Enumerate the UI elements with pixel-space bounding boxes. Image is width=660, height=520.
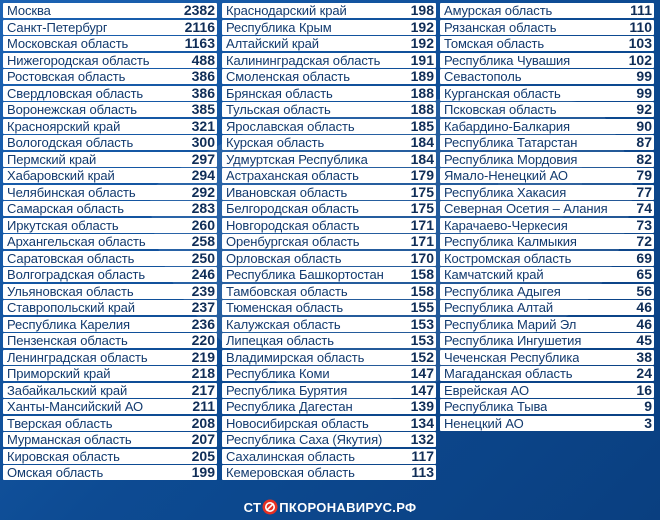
region-name: Вологодская область [7, 135, 134, 150]
region-row [440, 267, 654, 282]
region-name: Архангельская область [7, 234, 146, 249]
region-row [3, 3, 217, 18]
region-row [440, 399, 654, 414]
region-row [222, 185, 436, 200]
region-row [3, 36, 217, 51]
region-name: Республика Алтай [444, 300, 553, 315]
region-row [222, 416, 436, 431]
region-name: Курганская область [444, 85, 561, 101]
region-name: Республика Карелия [7, 316, 130, 332]
region-cases: 237 [191, 299, 215, 315]
region-name: Республика Мордовия [444, 151, 578, 167]
region-cases: 179 [410, 167, 434, 183]
region-row [3, 168, 217, 183]
region-cases: 158 [410, 266, 434, 282]
region-cases: 72 [636, 233, 652, 249]
region-cases: 260 [191, 216, 215, 233]
region-row [222, 86, 436, 101]
region-name: Республика Хакасия [444, 184, 567, 200]
region-row [222, 317, 436, 332]
region-row [3, 432, 217, 447]
region-name: Московская область [7, 36, 129, 51]
region-cases: 153 [410, 315, 434, 332]
region-row [440, 300, 654, 315]
region-name: Магаданская область [444, 366, 573, 381]
region-row [222, 3, 436, 18]
region-row [222, 350, 436, 365]
region-name: Кемеровская область [226, 465, 355, 480]
region-row [440, 102, 654, 117]
region-name: Забайкальский край [7, 382, 128, 398]
region-cases: 184 [410, 134, 434, 150]
region-row [222, 119, 436, 134]
region-name: Брянская область [226, 85, 333, 101]
region-cases: 205 [191, 447, 215, 464]
region-name: Владимирская область [226, 349, 365, 365]
region-name: Томская область [444, 36, 545, 51]
region-cases: 217 [191, 381, 215, 398]
region-cases: 73 [636, 216, 652, 233]
region-row [440, 201, 654, 216]
region-cases: 191 [410, 51, 434, 68]
region-name: Хабаровский край [7, 168, 115, 183]
region-name: Республика Марий Эл [444, 316, 577, 332]
region-name: Мурманская область [7, 432, 132, 447]
footer [0, 494, 660, 520]
region-name: Республика Чувашия [444, 52, 571, 68]
region-row [440, 218, 654, 233]
region-name: Самарская область [7, 201, 124, 216]
region-cases: 171 [410, 216, 434, 233]
region-name: Республика Калмыкия [444, 234, 577, 249]
region-row [3, 300, 217, 315]
region-name: Северная Осетия – Алания [444, 201, 608, 216]
region-cases: 134 [410, 414, 434, 431]
region-row [222, 449, 436, 464]
region-cases: 208 [191, 414, 215, 431]
region-cases: 103 [628, 35, 652, 51]
region-name: Приморский край [7, 366, 111, 381]
region-cases: 189 [410, 68, 434, 84]
region-name: Республика Дагестан [226, 399, 353, 414]
region-row [440, 86, 654, 101]
region-cases: 65 [636, 266, 652, 282]
region-name: Удмуртская Республика [226, 151, 368, 167]
region-row [222, 102, 436, 117]
region-name: Калининградская область [226, 52, 381, 68]
region-row [222, 300, 436, 315]
region-name: Республика Саха (Якутия) [226, 432, 383, 447]
region-row [3, 333, 217, 348]
region-cases: 283 [191, 200, 215, 216]
region-cases: 246 [191, 266, 215, 282]
region-name: Ямало-Ненецкий АО [444, 168, 568, 183]
region-row [440, 119, 654, 134]
region-name: Нижегородская область [7, 52, 150, 68]
region-row [440, 317, 654, 332]
region-row [3, 465, 217, 480]
region-cases: 82 [636, 150, 652, 167]
region-row [440, 53, 654, 68]
region-row [222, 20, 436, 35]
region-name: Костромская область [444, 250, 572, 266]
region-cases: 46 [636, 315, 652, 332]
region-row [222, 201, 436, 216]
region-name: Республика Тыва [444, 399, 548, 414]
region-name: Новгородская область [226, 217, 360, 233]
region-name: Санкт-Петербург [7, 19, 108, 35]
region-cases: 87 [636, 134, 652, 150]
region-row [440, 20, 654, 35]
region-row [440, 185, 654, 200]
region-cases: 38 [636, 348, 652, 365]
region-name: Еврейская АО [444, 382, 529, 398]
region-row [222, 333, 436, 348]
region-cases: 188 [410, 84, 434, 101]
region-row [440, 383, 654, 398]
region-cases: 2382 [183, 2, 215, 18]
region-row [440, 3, 654, 18]
region-row [222, 218, 436, 233]
region-name: Ставропольский край [7, 300, 135, 315]
region-cases: 99 [636, 84, 652, 101]
region-row [3, 399, 217, 414]
region-row [222, 366, 436, 381]
region-cases: 2116 [184, 18, 215, 35]
region-row [440, 284, 654, 299]
region-row [222, 399, 436, 414]
region-cases: 139 [410, 398, 434, 414]
region-cases: 239 [191, 282, 215, 299]
region-name: Республика Коми [226, 366, 330, 381]
region-name: Рязанская область [444, 19, 557, 35]
region-cases: 24 [636, 365, 652, 381]
region-row [3, 234, 217, 249]
region-row [222, 465, 436, 480]
region-cases: 102 [628, 51, 652, 68]
region-row [440, 416, 654, 431]
region-row [3, 86, 217, 101]
region-cases: 147 [410, 365, 434, 381]
region-cases: 110 [629, 18, 652, 35]
region-row [222, 432, 436, 447]
region-row [3, 416, 217, 431]
region-cases: 1163 [184, 35, 215, 51]
logo-suffix: ПКОРОНАВИРУС.РФ [279, 499, 417, 515]
region-row [222, 168, 436, 183]
region-cases: 46 [636, 299, 652, 315]
region-name: Липецкая область [226, 333, 334, 348]
region-cases: 488 [191, 51, 215, 68]
region-cases: 198 [410, 2, 434, 18]
region-cases: 74 [636, 200, 652, 216]
region-cases: 175 [410, 200, 434, 216]
regions-table [3, 3, 657, 487]
region-row [3, 201, 217, 216]
region-row [3, 119, 217, 134]
region-row [222, 383, 436, 398]
region-cases: 152 [410, 348, 434, 365]
region-row [440, 36, 654, 51]
region-name: Тульская область [226, 102, 331, 117]
region-row [3, 284, 217, 299]
region-name: Кировская область [7, 448, 120, 464]
region-name: Псковская область [444, 102, 557, 117]
region-name: Алтайский край [226, 36, 319, 51]
region-row [440, 234, 654, 249]
regions-column-1 [3, 3, 217, 482]
stopcoronavirus-logo [244, 499, 417, 515]
region-row [3, 135, 217, 150]
region-name: Республика Татарстан [444, 135, 578, 150]
region-cases: 292 [191, 183, 215, 200]
region-name: Орловская область [226, 250, 342, 266]
region-cases: 236 [191, 315, 215, 332]
region-row [3, 267, 217, 282]
region-name: Республика Ингушетия [444, 333, 582, 348]
region-cases: 153 [410, 332, 434, 348]
region-cases: 175 [410, 183, 434, 200]
region-name: Воронежская область [7, 102, 137, 117]
region-row [3, 185, 217, 200]
region-cases: 113 [411, 464, 434, 480]
region-cases: 192 [410, 35, 434, 51]
region-row [440, 69, 654, 84]
region-row [222, 152, 436, 167]
region-cases: 99 [636, 68, 652, 84]
region-name: Саратовская область [7, 250, 135, 266]
region-cases: 92 [636, 101, 652, 117]
region-name: Курская область [226, 135, 325, 150]
region-cases: 218 [191, 365, 215, 381]
region-cases: 171 [410, 233, 434, 249]
region-cases: 117 [411, 447, 434, 464]
region-name: Республика Башкортостан [226, 267, 384, 282]
region-row [3, 69, 217, 84]
region-cases: 386 [191, 84, 215, 101]
region-cases: 79 [636, 167, 652, 183]
region-name: Ленинградская область [7, 349, 148, 365]
regions-column-3 [440, 3, 654, 432]
region-row [3, 218, 217, 233]
region-row [3, 53, 217, 68]
region-cases: 69 [636, 249, 652, 266]
region-name: Иркутская область [7, 217, 119, 233]
region-name: Тамбовская область [226, 283, 348, 299]
region-name: Ненецкий АО [444, 415, 524, 431]
region-row [3, 366, 217, 381]
region-cases: 192 [410, 18, 434, 35]
region-name: Ярославская область [226, 118, 355, 134]
region-row [222, 36, 436, 51]
region-name: Республика Бурятия [226, 382, 348, 398]
region-cases: 158 [410, 282, 434, 299]
region-cases: 155 [410, 299, 434, 315]
region-cases: 385 [191, 101, 215, 117]
region-name: Ульяновская область [7, 283, 134, 299]
region-row [440, 168, 654, 183]
region-name: Тверская область [7, 415, 113, 431]
regions-column-2 [222, 3, 436, 482]
region-name: Волгоградская область [7, 267, 146, 282]
region-name: Карачаево-Черкесия [444, 217, 568, 233]
region-row [222, 267, 436, 282]
region-cases: 77 [636, 183, 652, 200]
region-cases: 170 [410, 249, 434, 266]
region-row [222, 135, 436, 150]
region-name: Астраханская область [226, 168, 359, 183]
region-name: Красноярский край [7, 118, 121, 134]
region-row [222, 251, 436, 266]
region-cases: 56 [636, 282, 652, 299]
region-name: Кабардино-Балкария [444, 118, 570, 134]
region-row [3, 383, 217, 398]
region-name: Белгородская область [226, 201, 359, 216]
region-name: Оренбургская область [226, 234, 360, 249]
region-row [440, 152, 654, 167]
region-name: Свердловская область [7, 85, 144, 101]
region-name: Республика Адыгея [444, 283, 561, 299]
region-cases: 188 [410, 101, 434, 117]
region-name: Пензенская область [7, 333, 128, 348]
region-cases: 147 [410, 381, 434, 398]
region-cases: 220 [191, 332, 215, 348]
region-cases: 219 [191, 348, 215, 365]
region-row [3, 317, 217, 332]
region-cases: 9 [644, 398, 652, 414]
logo-prefix: СТ [243, 499, 262, 515]
region-row [222, 69, 436, 84]
region-cases: 386 [191, 68, 215, 84]
region-cases: 294 [191, 167, 215, 183]
region-row [440, 251, 654, 266]
region-cases: 132 [410, 431, 434, 447]
region-name: Пермский край [7, 151, 97, 167]
region-row [3, 449, 217, 464]
region-row [222, 284, 436, 299]
region-cases: 297 [191, 150, 215, 167]
region-name: Челябинская область [7, 184, 136, 200]
region-name: Севастополь [444, 69, 522, 84]
region-row [3, 152, 217, 167]
region-cases: 3 [644, 414, 652, 431]
region-cases: 16 [636, 381, 652, 398]
region-name: Тюменская область [226, 300, 344, 315]
region-name: Республика Крым [226, 19, 332, 35]
region-cases: 207 [191, 431, 215, 447]
region-row [222, 234, 436, 249]
region-row [440, 135, 654, 150]
region-name: Камчатский край [444, 267, 544, 282]
region-cases: 258 [191, 233, 215, 249]
region-row [3, 20, 217, 35]
region-cases: 185 [410, 117, 434, 134]
region-cases: 211 [192, 398, 215, 414]
region-name: Москва [7, 3, 51, 18]
region-name: Краснодарский край [226, 3, 347, 18]
region-row [3, 251, 217, 266]
region-name: Ивановская область [226, 184, 348, 200]
region-cases: 184 [410, 150, 434, 167]
region-cases: 250 [191, 249, 215, 266]
region-name: Амурская область [444, 3, 553, 18]
region-name: Ростовская область [7, 69, 126, 84]
region-cases: 199 [191, 464, 215, 480]
region-name: Омская область [7, 465, 104, 480]
region-row [440, 350, 654, 365]
stop-badge-icon [262, 499, 278, 515]
region-cases: 321 [191, 117, 215, 134]
region-name: Новосибирская область [226, 415, 369, 431]
region-name: Калужская область [226, 316, 341, 332]
region-name: Смоленская область [226, 69, 350, 84]
region-cases: 111 [630, 2, 652, 18]
region-row [3, 350, 217, 365]
region-row [222, 53, 436, 68]
region-name: Сахалинская область [226, 448, 355, 464]
region-cases: 45 [636, 332, 652, 348]
region-row [3, 102, 217, 117]
region-cases: 300 [191, 134, 215, 150]
region-name: Чеченская Республика [444, 349, 580, 365]
region-row [440, 333, 654, 348]
region-name: Ханты-Мансийский АО [7, 399, 144, 414]
region-row [440, 366, 654, 381]
region-cases: 90 [636, 117, 652, 134]
